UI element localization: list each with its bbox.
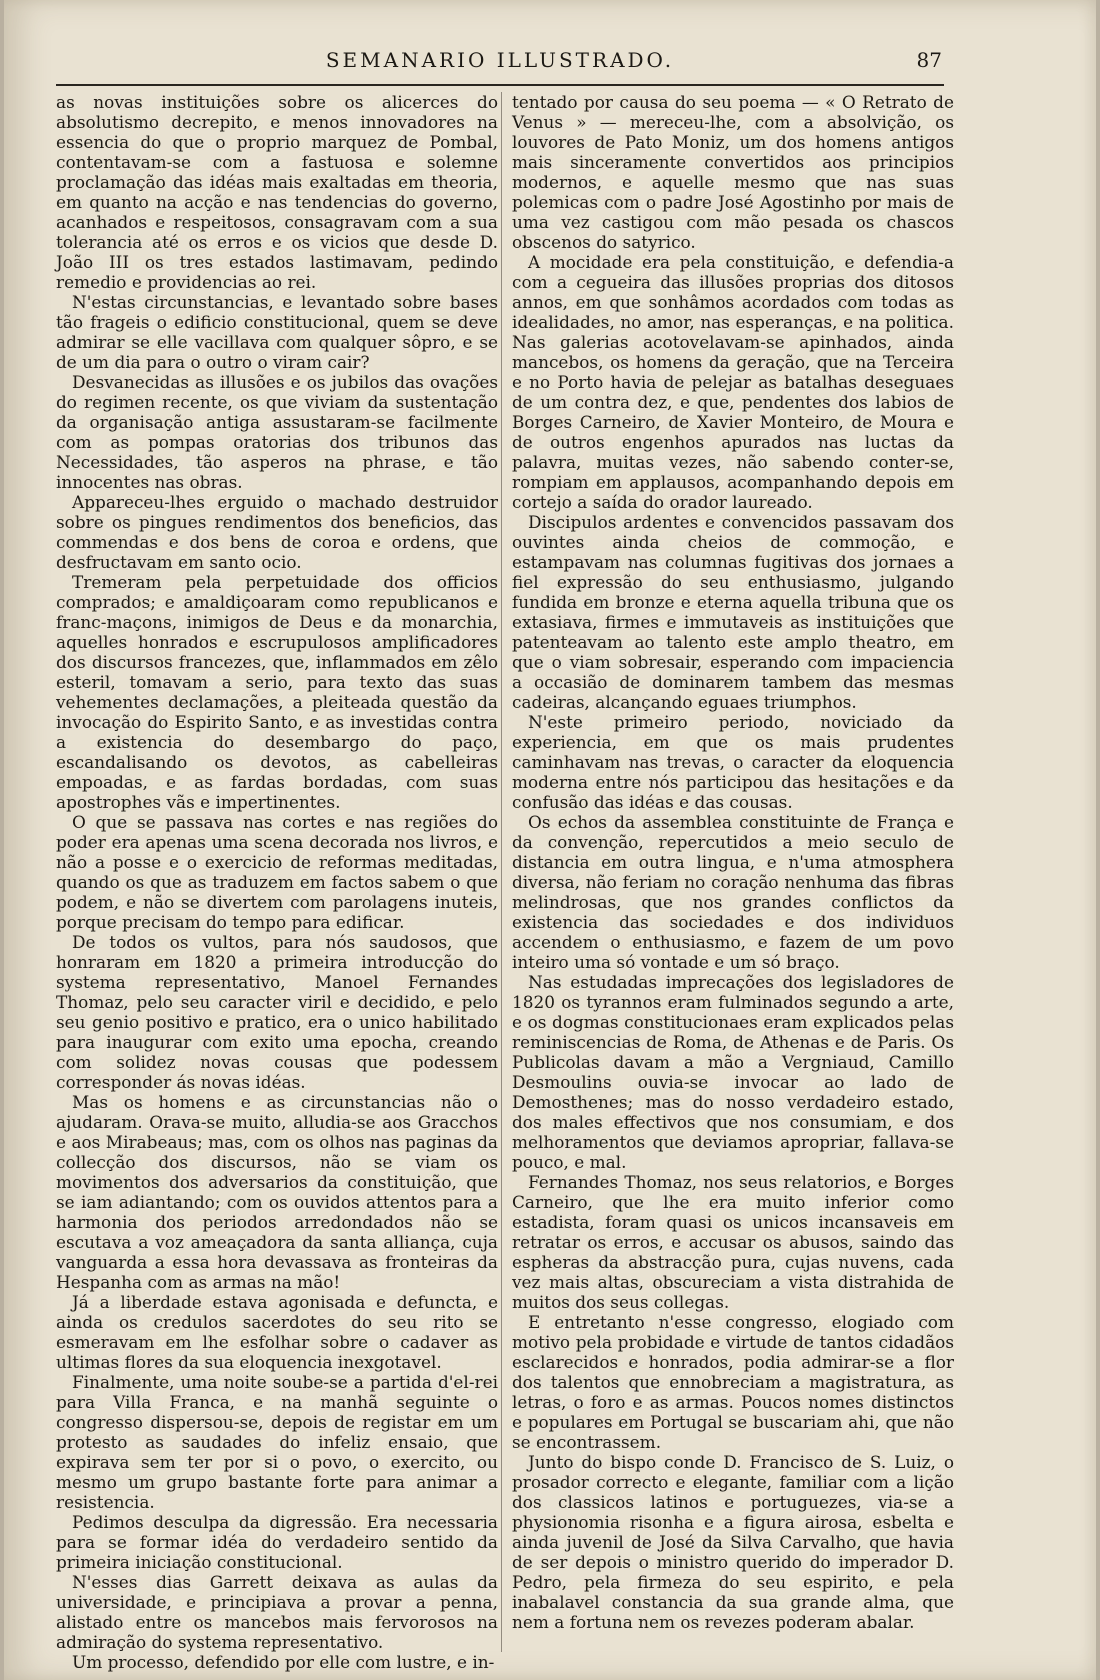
paragraph: E entretanto n'esse congresso, elogiado com motivo pela probidade e virtude de tantos cidadãos esclarecidos e honrados, podia admirar-se a flor dos talentos que ennobreciam a magistratura, as letras, o foro e as armas. Poucos nomes distinctos e populares em Portugal se buscariam ahi, que não se encontrassem. [512, 1312, 954, 1452]
paragraph: Appareceu-lhes erguido o machado destruidor sobre os pingues rendimentos dos beneficios, das commendas e dos bens de coroa e ordens, que desfructavam em santo ocio. [56, 492, 498, 572]
running-title: SEMANARIO ILLUSTRADO. [325, 48, 675, 72]
paragraph: Pedimos desculpa da digressão. Era necessaria para se formar idéa do verdadeiro sentido da primeira iniciação constitucional. [56, 1512, 498, 1572]
paragraph: A mocidade era pela constituição, e defendia-a com a cegueira das illusões proprias dos ditosos annos, em que sonhâmos acordados com todas as idealidades, no amor, nas esperanças, e na politica. Nas galerias acotovelavam-se apinhados, ainda mancebos, os homens da geração, que na Terceira e no Porto havia de pelejar as batalhas deseguaes de um contra dez, e que, pendentes dos labios de Borges Carneiro, de Xavier Monteiro, de Moura e de outros engenhos apurados nas luctas da palavra, muitas vezes, não sabendo conter-se, rompiam em applausos, acompanhando depois em cortejo a saída do orador laureado. [512, 252, 954, 512]
right-column [512, 92, 954, 1632]
paragraph: N'estas circunstancias, e levantado sobre bases tão frageis o edificio constitucional, quem se deve admirar se elle vacillava com qualquer sôpro, e se de um dia para o outro o viram cair? [56, 292, 498, 372]
left-column [56, 92, 498, 1672]
paragraph: Nas estudadas imprecações dos legisladores de 1820 os tyrannos eram fulminados segundo a arte, e os dogmas constitucionaes eram explicados pelas reminiscencias de Roma, de Athenas e de Paris. Os Publicolas davam a mão a Vergniaud, Camillo Desmoulins ouvia-se invocar ao lado de Demosthenes; mas do nosso verdadeiro estado, dos males effectivos que nos consumiam, e dos melhoramentos que deviamos apropriar, fallava-se pouco, e mal. [512, 972, 954, 1172]
paragraph: Os echos da assemblea constituinte de França e da convenção, repercutidos a meio seculo de distancia em outra lingua, e n'uma atmosphera diversa, não feriam no coração nenhuma das fibras melindrosas, que nos grandes conflictos da existencia das sociedades e dos individuos accendem o enthusiasmo, e fazem de um povo inteiro uma só vontade e um só braço. [512, 812, 954, 972]
magazine-page [4, 0, 1096, 1680]
paragraph: N'esses dias Garrett deixava as aulas da universidade, e principiava a provar a penna, alistado entre os mancebos mais fervorosos na admiração do systema representativo. [56, 1572, 498, 1652]
paragraph: De todos os vultos, para nós saudosos, que honraram em 1820 a primeira introducção do systema representativo, Manoel Fernandes Thomaz, pelo seu caracter viril e decidido, e pelo seu genio positivo e pratico, era o unico habilitado para inaugurar com exito uma epocha, creando com solidez novas cousas que podessem corresponder ás novas idéas. [56, 932, 498, 1092]
paragraph: Desvanecidas as illusões e os jubilos das ovações do regimen recente, os que viviam da sustentação da organisação antiga assustaram-se facilmente com as pompas oratorias dos tribunos das Necessidades, tão asperos na phrase, e tão innocentes nas obras. [56, 372, 498, 492]
paragraph: as novas instituições sobre os alicerces do absolutismo decrepito, e menos innovadores na essencia do que o proprio marquez de Pombal, contentavam-se com a fastuosa e solemne proclamação das idéas mais exaltadas em theoria, em quanto na acção e nas tendencias do governo, acanhados e respeitosos, consagravam com a sua tolerancia até os erros e os vicios que desde D. João III os tres estados lastimavam, pedindo remedio e providencias ao rei. [56, 92, 498, 292]
column-divider [501, 92, 502, 1652]
paragraph: Mas os homens e as circunstancias não o ajudaram. Orava-se muito, alludia-se aos Gracchos e aos Mirabeaus; mas, com os olhos nas paginas da collecção dos discursos, não se viam os movimentos dos adversarios da constituição, que se iam adiantando; com os ouvidos attentos para a harmonia dos periodos arredondados não se escutava a voz ameaçadora da santa alliança, cuja vanguarda a essa hora devassava as fronteiras da Hespanha com as armas na mão! [56, 1092, 498, 1292]
paragraph: Já a liberdade estava agonisada e defuncta, e ainda os credulos sacerdotes do seu rito se esmeravam em lhe esfolhar sobre o cadaver as ultimas flores da sua eloquencia inexgotavel. [56, 1292, 498, 1372]
paragraph: Tremeram pela perpetuidade dos officios comprados; e amaldiçoaram como republicanos e franc-maçons, inimigos de Deus e da monarchia, aquelles honrados e escrupulosos amplificadores dos discursos francezes, que, inflammados em zêlo esteril, tomavam a serio, para texto das suas vehementes declamações, a pleiteada questão da invocação do Espirito Santo, e as investidas contra a existencia do desembargo do paço, escandalisando os devotos, as cabelleiras empoadas, e as fardas bordadas, com suas apostrophes vãs e impertinentes. [56, 572, 498, 812]
paragraph: Junto do bispo conde D. Francisco de S. Luiz, o prosador correcto e elegante, familiar com a lição dos classicos latinos e portuguezes, via-se a physionomia risonha e a figura airosa, esbelta e ainda juvenil de José da Silva Carvalho, que havia de ser depois o ministro querido do imperador D. Pedro, pela firmeza do seu espirito, e pela inabalavel constancia da sua grande alma, que nem a fortuna nem os revezes poderam abalar. [512, 1452, 954, 1632]
paragraph: O que se passava nas cortes e nas regiões do poder era apenas uma scena decorada nos livros, e não a posse e o exercicio de reformas meditadas, quando os que as traduzem em factos sabem o que podem, e não se divertem com parolagens inuteis, porque precisam do tempo para edificar. [56, 812, 498, 932]
paragraph: Finalmente, uma noite soube-se a partida d'el-rei para Villa Franca, e na manhã seguinte o congresso dispersou-se, depois de registar em um protesto as saudades do infeliz ensaio, que expirava sem ter por si o povo, o exercito, ou mesmo um grupo bastante forte para animar a resistencia. [56, 1372, 498, 1512]
paragraph: N'este primeiro periodo, noviciado da experiencia, em que os mais prudentes caminhavam nas trevas, o caracter da eloquencia moderna entre nós participou das hesitações e da confusão das idéas e das cousas. [512, 712, 954, 812]
page-number: 87 [916, 48, 942, 72]
paragraph: Fernandes Thomaz, nos seus relatorios, e Borges Carneiro, que lhe era muito inferior como estadista, foram quasi os unicos incansaveis em retratar os erros, e accusar os abusos, saindo das espheras da abstracção pura, cujas nuvens, cada vez mais altas, obscureciam a vista distrahida de muitos dos seus collegas. [512, 1172, 954, 1312]
page-header [56, 44, 944, 86]
paragraph: Discipulos ardentes e convencidos passavam dos ouvintes ainda cheios de commoção, e estampavam nas columnas fugitivas dos jornaes a fiel expressão do seu enthusiasmo, julgando fundida em bronze e eterna aquella tribuna que os extasiava, firmes e immutaveis as instituições que patenteavam ao talento este amplo theatro, em que o viam sobresair, esperando com impaciencia a occasião de dominarem tambem das mesmas cadeiras, alcançando eguaes triumphos. [512, 512, 954, 712]
paragraph: Um processo, defendido por elle com lustre, e in- [72, 1652, 495, 1672]
paragraph: tentado por causa do seu poema — « O Retrato de Venus » — mereceu-lhe, com a absolvição, os louvores de Pato Moniz, um dos homens antigos mais sinceramente convertidos aos principios modernos, e aquelle mesmo que nas suas polemicas com o padre José Agostinho por mais de uma vez castigou com mão pesada os chascos obscenos do satyrico. [512, 92, 954, 252]
